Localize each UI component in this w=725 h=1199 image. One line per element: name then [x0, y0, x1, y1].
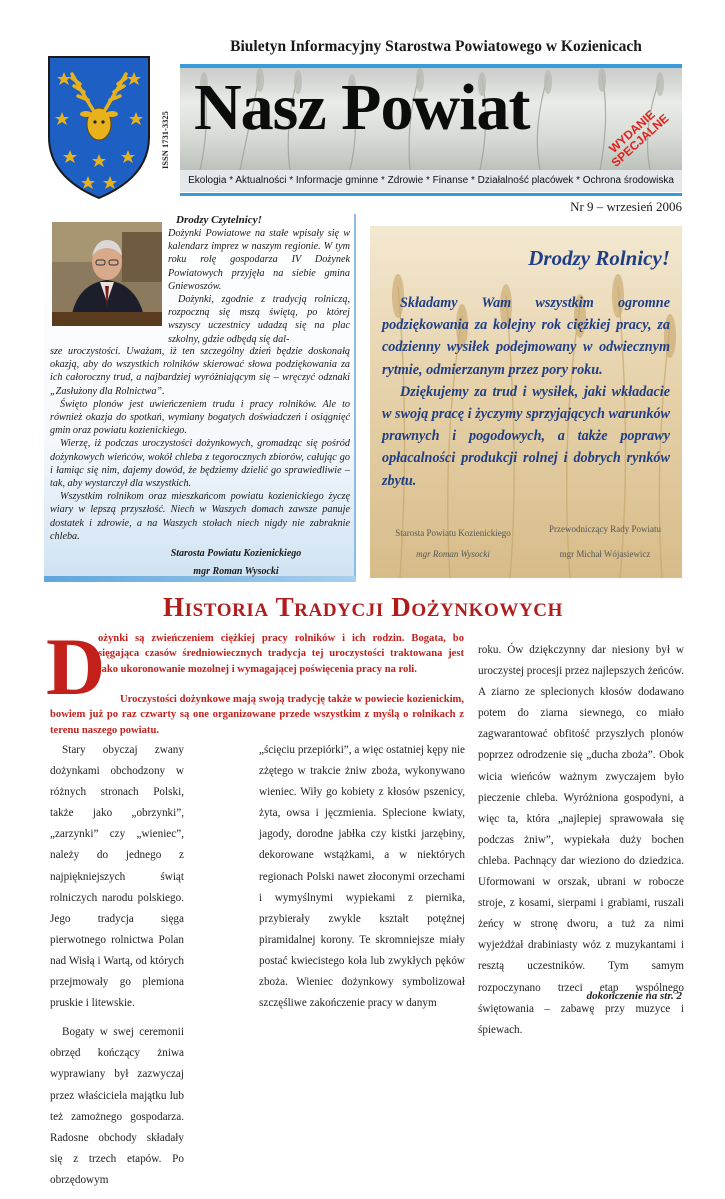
letter-paragraph: Wierzę, iż podczas uroczystości dożynkowych, gromadząc się pośród dożynkowych wieńców, wokół chleba z tegorocznych zbiorów, całując go i łamiąc się nim, dajemy dowód, że będziemy dzielić go sprawiedliwie – tak, aby wystarczył dla wszystkich.: [50, 438, 350, 490]
issn-number: ISSN 1731-3325: [160, 111, 170, 169]
farmers-signature-right-name: mgr Michał Wójasiewicz: [559, 549, 651, 559]
topics-bar: Ekologia * Aktualności * Informacje gminne * Zdrowie * Finanse * Działalność placówek * Ochrona środowiska: [180, 170, 682, 192]
article-column-3: [478, 640, 684, 1049]
letter-paragraph: Wszystkim rolnikom oraz mieszkańcom powiatu kozienickiego życzę wiary w lepszą przyszłość. Niech w Waszych domach zawsze panuje dostatek i zdrowie, a na Waszych stołach niech nigdy nie zabraknie chleba.: [50, 491, 350, 542]
farmers-paragraph: Dziękujemy za trud i wysiłek, jaki wkładacie w swoją pracę i życzymy sprzyjających warunków prawnych i pogodowych, a także poprawy opłacalności produkcji rolnej i dobrych rynków zbytu.: [382, 383, 670, 489]
masthead-title: Nasz Powiat: [194, 71, 530, 144]
farmers-title: Drodzy Rolnicy!: [528, 246, 670, 270]
farmers-signature-left-title: Starosta Powiatu Kozienickiego: [395, 528, 511, 538]
letter-paragraph: Dożynki, zgodnie z tradycją rolniczą, rozpoczną się mszą świętą, po której wszyscy uczestnicy udadzą się na plac szkolny, gdzie odbędą się dal-: [168, 294, 350, 345]
bulletin-title: Biuletyn Informacyjny Starostwa Powiatowego w Kozienicach: [230, 38, 642, 55]
continuation-note: dokończenie na str. 2: [586, 990, 682, 1002]
article-lead: ożynki są zwieńczeniem ciężkiej pracy rolników i ich rodzin. Bogata, bo sięgająca czasów średniowiecznych tradycja tej uroczystości traktowana jest jako ukoronowanie mozolnej i wymagającej poświęcenia pracy na roli.: [98, 633, 464, 675]
letter-paragraph: Święto plonów jest uwieńczeniem trudu i pracy rolników. Ale to również okazja do spotkań, wymiany bogatych doświadczeń i osiągnięć gmin oraz powiatu kozienickiego.: [50, 398, 350, 437]
masthead-banner: [180, 68, 682, 170]
letter-signature-title: Starosta Powiatu Kozienickiego: [170, 548, 302, 559]
letter-paragraph: Dożynki Powiatowe na stałe wpisały się w kalendarz imprez w naszym regionie. W tym roku rolę gospodarza IV Dożynek Powiatowych przyjęła na siebie gmina Gniewoszów.: [168, 228, 350, 292]
farmers-signature-right-title: Przewodniczący Rady Powiatu: [549, 524, 661, 534]
article-column-2: [259, 740, 465, 1022]
article-paragraph: roku. Ów dziękczynny dar niesiony był w uroczystej procesji przez najlepszych żeńców. A ziarno ze splecionych kłosów dodawano potem do ziarna siewnego, co miało zagwarantować obfitość przyszłych plonów poprzez odrodzenie się „ducha zboża”. Obok wicia wieńców ważnym zwyczajem było pieczenie chleba. Wyróżniona gospodyni, a więc ta, która „najlepiej sprawowała się podczas żniw”, wypiekała duży bochen chleba. Pachnący dar wieziono do dziedzica. Uformowani w orszak, ubrani w robocze stroje, z kosami, sierpami i grabiami, ruszali żeńcy w stronę dworu, a tuż za nimi wyjeżdżał drabiniasty wóz z muzykantami i resztą uczestników. Tym samym rozpoczynano trzeci etap wspólnego świętowania – zabawę przy muzyce i śpiewach.: [478, 644, 684, 1036]
issue-number: Nr 9 – wrzesień 2006: [570, 199, 682, 214]
special-edition-stamp: WYDANIE SPECJALNE: [606, 107, 672, 170]
article-dropcap: D: [46, 621, 106, 712]
farmers-signature-left-name: mgr Roman Wysocki: [416, 549, 490, 559]
letter-intro-text: [168, 227, 350, 346]
article-paragraph: „ścięciu przepiórki”, a więc ostatniej kępy nie zżętego w trakcie żniw zboża, wykonywano wieniec. Wiły go kobiety z kłosów pszenicy, żyta, owsa i jęczmienia. Splecione kwiaty, jagody, dorodne jabłka czy kistki jarzębiny, dekorowane wstążkami, a w niektórych regionach Polski nawet złoconymi orzechami i wymyślnymi wypiekami z piernika, przybierały zwykle kształt potężnej piramidalnej korony. Te skromniejsze miały postać kwiecistego koła lub zwykłych pęków zboża. Wieniec dożynkowy symbolizował szczęśliwe zakończenie pracy w danym: [259, 744, 465, 1010]
article-lead-second: Uroczystości dożynkowe mają swoją tradycję także w powiecie kozienickim, bowiem już po raz czwarty są one organizowane przede wszystkim z myślą o rolnikach z terenu naszego powiatu.: [50, 694, 464, 736]
portrait-photo-icon: [52, 222, 162, 326]
letter-paragraph: sze uroczystości. Uważam, iż ten szczególny dzień będzie doskonałą okazją, aby do wszystkich rolników skierować słowa podziękowania za ich całoroczny trud, a najbardziej wyróżniającym się – wręczyć odznaki „Zasłużony dla Rolnictwa”.: [50, 346, 350, 397]
letter-signature-name: mgr Roman Wysocki: [193, 566, 279, 577]
article-paragraph: Bogaty w swej ceremonii obrzęd kończący żniwa wyprawiany był zazwyczaj przez właściciela majątku lub też zamożnego gospodarza. Radosne obchody składały się z trzech etapów. Po obrzędowym: [50, 1026, 184, 1186]
article-title: Historia Tradycji Dożynkowych: [163, 592, 563, 622]
article-paragraph: Stary obyczaj zwany dożynkami obchodzony w różnych stronach Polski, także jako „obrzynki”, „zarzynki” czy „wieniec”, należy do jednego z najpiękniejszych świąt rolniczych narodu polskiego. Jego tradycja sięga pierwotnego rolnictwa Polan nad Wisłą i Wartą, od których przejmowały go plemiona pruskie i litewskie.: [50, 744, 184, 1010]
letter-greeting: Drodzy Czytelnicy!: [176, 214, 262, 226]
farmers-text: [382, 292, 670, 492]
article-column-1: [50, 740, 184, 1199]
coat-of-arms-crest-icon: [44, 52, 154, 202]
farmers-paragraph: Składamy Wam wszystkim ogromne podziękowania za kolejny rok ciężkiej pracy, za codzienny wysiłek podejmowany w odwiecznym rytmie, odmierzanym przez pory roku.: [382, 295, 670, 378]
header-rule-bottom: [180, 193, 682, 196]
letter-body-text: [50, 345, 350, 543]
